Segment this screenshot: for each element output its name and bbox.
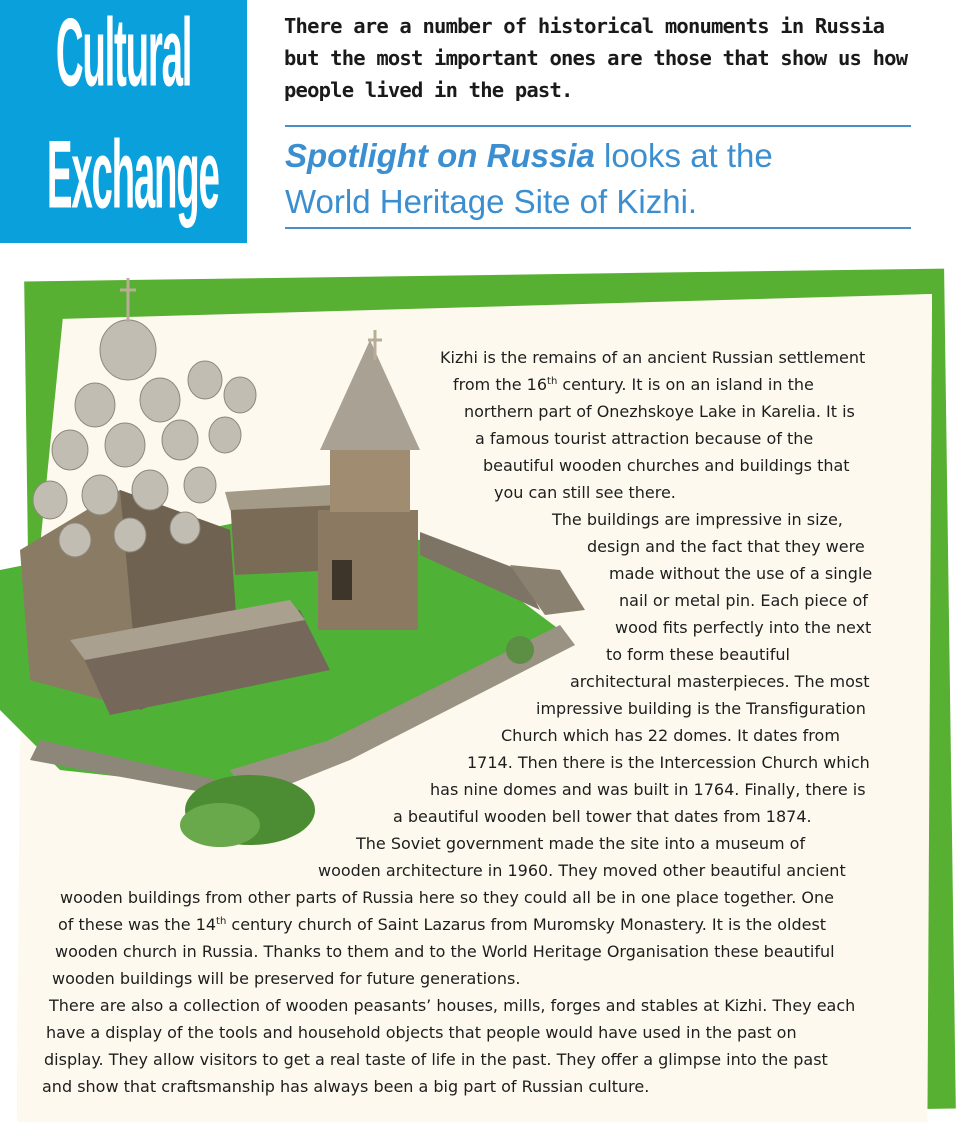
article-line: wooden buildings will be preserved for future generations. xyxy=(52,969,521,988)
article-text: century church of Saint Lazarus from Muromsky Monastery. It is the oldest xyxy=(226,915,827,934)
article-line: wooden buildings from other parts of Russia here so they could all be in one place together. One xyxy=(60,888,835,907)
article-line: display. They allow visitors to get a real taste of life in the past. They offer a glimpse into the past xyxy=(44,1050,828,1069)
article-line: to form these beautiful xyxy=(606,645,790,664)
superscript: th xyxy=(547,376,558,387)
article-line: beautiful wooden churches and buildings that xyxy=(483,456,850,475)
article-line: impressive building is the Transfiguration xyxy=(536,699,866,718)
article-line xyxy=(58,914,826,936)
article-line: made without the use of a single xyxy=(609,564,873,583)
article-text: from the 16 xyxy=(453,375,548,394)
article-line: nail or metal pin. Each piece of xyxy=(619,591,868,610)
article-line: and show that craftsmanship has always been a big part of Russian culture. xyxy=(42,1077,650,1096)
article-text: century. It is on an island in the xyxy=(557,375,814,394)
article-line xyxy=(453,374,814,396)
intro-line: There are a number of historical monuments in Russia xyxy=(284,14,885,38)
article-line: The buildings are impressive in size, xyxy=(552,510,843,529)
intro-line: people lived in the past. xyxy=(284,78,573,102)
spotlight-line-2: World Heritage Site of Kizhi. xyxy=(285,183,698,220)
article-line: 1714. Then there is the Intercession Church which xyxy=(467,753,870,772)
article-line: design and the fact that they were xyxy=(587,537,865,556)
article-line: The Soviet government made the site into a museum of xyxy=(356,834,806,853)
article-line: has nine domes and was built in 1764. Finally, there is xyxy=(430,780,866,799)
spotlight-line-1-rest: looks at the xyxy=(594,137,773,174)
article-line: Church which has 22 domes. It dates from xyxy=(501,726,840,745)
article-line: a famous tourist attraction because of the xyxy=(475,429,814,448)
article-line: northern part of Onezhskoye Lake in Karelia. It is xyxy=(464,402,855,421)
article-line: you can still see there. xyxy=(494,483,676,502)
article-line: a beautiful wooden bell tower that dates from 1874. xyxy=(393,807,812,826)
intro-line: but the most important ones are those that show us how xyxy=(284,46,908,70)
article-line: There are also a collection of wooden peasants’ houses, mills, forges and stables at Kizhi. They each xyxy=(49,996,856,1015)
badge-line-1: Cultural xyxy=(55,0,192,107)
article-line: architectural masterpieces. The most xyxy=(570,672,870,691)
article-text: of these was the 14 xyxy=(58,915,217,934)
article-line: Kizhi is the remains of an ancient Russian settlement xyxy=(440,348,866,367)
superscript: th xyxy=(216,916,227,927)
spotlight-title: Spotlight on Russia xyxy=(285,137,595,174)
article-line: wood fits perfectly into the next xyxy=(615,618,872,637)
badge-line-2: Exchange xyxy=(46,122,219,229)
article-line: wooden architecture in 1960. They moved other beautiful ancient xyxy=(318,861,846,880)
article-line: wooden church in Russia. Thanks to them and to the World Heritage Organisation these beautiful xyxy=(55,942,835,961)
article-line: have a display of the tools and household objects that people would have used in the past on xyxy=(46,1023,797,1042)
